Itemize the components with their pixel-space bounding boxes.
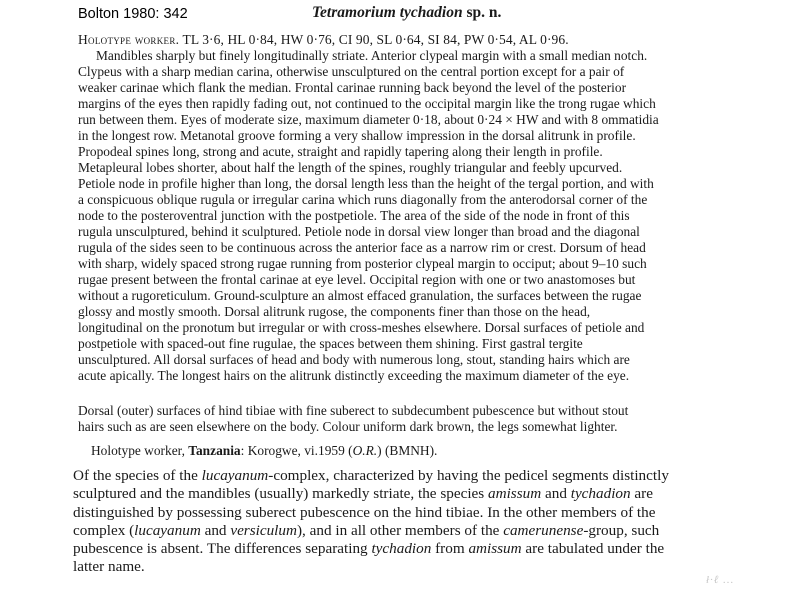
text-line: margins of the eyes then rapidly fading out, not continued to the occipital margin like the trong rugae which: [78, 96, 656, 111]
taxon-name: camerunense: [503, 521, 584, 539]
description-paragraph: [78, 48, 659, 384]
text-line: a conspicuous oblique rugula or irregular carina which runs diagonally from the anterodorsal corner of the: [78, 192, 648, 207]
comparison-line: [73, 540, 669, 558]
text-line: with sharp, widely spaced strong rugae running from posterior clypeal margin to occiput; about 9–10 such: [78, 256, 647, 271]
text-run: are: [630, 485, 653, 503]
text-run: from: [431, 540, 469, 558]
faint-handwritten-mark: ł·ℓ ...: [706, 574, 735, 586]
text-run: -group, such: [583, 521, 660, 539]
taxon-name: lucayanum: [201, 467, 269, 484]
text-run: -complex, characterized by having the pedicel segments distinctly: [268, 467, 669, 484]
text-line: postpetiole with spaced-out fine rugulae, the spaces between them shining. First gastral tergite: [78, 336, 583, 351]
text-line: rugae present between the frontal carinae at eye level. Occipital region with one or two anastomoses but: [78, 272, 636, 287]
text-line: Clypeus with a sharp median carina, otherwise unsculptured on the central portion except for a pair of: [78, 64, 625, 79]
text-line: longitudinal on the pronotum but irregular or with cross-meshes elsewhere. Dorsal surfaces of petiole and: [78, 320, 645, 335]
text-line: without a rugoreticulum. Ground-sculpture an almost effaced granulation, the surfaces between the rugae: [78, 288, 642, 303]
holotype-record: [91, 443, 437, 459]
comparison-paragraph: [73, 467, 669, 577]
holotype-record-prefix: Holotype worker,: [91, 443, 185, 458]
text-line: hairs such as are seen elsewhere on the body. Colour uniform dark brown, the legs somewhat lighter.: [78, 419, 618, 434]
text-line: Dorsal (outer) surfaces of hind tibiae with fine suberect to subdecumbent pubescence but without stout: [78, 403, 629, 418]
collector-initials: O.R.: [352, 443, 378, 458]
comparison-line: [73, 485, 669, 503]
taxon-name: tychadion: [371, 540, 432, 558]
text-run: pubescence is absent. The differences separating: [73, 540, 372, 558]
text-line: weaker carinae which flank the median. Frontal carinae running back beyond the level of the posterior: [78, 80, 627, 95]
country-name: Tanzania: [188, 443, 241, 458]
text-line: Petiole node in profile higher than long, the dorsal length less than the height of the tergal portion, and with: [78, 176, 654, 191]
taxon-name: versiculum: [230, 521, 297, 539]
text-run: sculptured and the mandibles (usually) markedly striate, the species: [73, 485, 489, 503]
taxon-name: amissum: [488, 485, 542, 503]
taxon-name: tychadion: [570, 485, 631, 503]
text-line: unsculptured. All dorsal surfaces of head and body with numerous long, stout, standing hairs which are: [78, 352, 630, 367]
comparison-line: [73, 522, 669, 540]
text-line: in the longest row. Metanotal groove forming a very shallow impression in the dorsal alitrunk in profile.: [78, 128, 636, 143]
text-line: acute apically. The longest hairs on the alitrunk distinctly exceeding the maximum diameter of the eye.: [78, 368, 630, 383]
text-run: are tabulated under the: [521, 540, 665, 558]
text-line: Mandibles sharply but finely longitudinally striate. Anterior clypeal margin with a small median notch.: [96, 48, 648, 63]
text-run: complex (: [73, 521, 135, 539]
pubescence-paragraph: [78, 403, 628, 435]
text-line: rugula unsculptured, behind it sculptured. Petiole node in dorsal view longer than broad and the diagonal: [78, 224, 640, 239]
text-run: and: [200, 521, 231, 539]
text-line: Metapleural lobes shorter, about half the length of the spines, roughly triangular and feebly upcurved.: [78, 160, 623, 175]
text-run: and: [541, 485, 571, 503]
measurements-text: TL 3·6, HL 0·84, HW 0·76, CI 90, SL 0·64, SI 84, PW 0·54, AL 0·96.: [182, 32, 569, 47]
text-line: rugula of the sides seen to be continuous across the anterior face as a narrow rim or crest. Dorsum of head: [78, 240, 646, 255]
taxon-name: amissum: [468, 540, 522, 558]
citation-label: Bolton 1980: 342: [78, 6, 188, 22]
text-line: glossy and mostly smooth. Dorsal alitrunk rugose, the components finer than those on the head,: [78, 304, 591, 319]
text-line: node to the posteroventral junction with the postpetiole. The area of the side of the node in front of this: [78, 208, 630, 223]
taxon-name: lucayanum: [134, 521, 201, 539]
text-run: Of the species of the: [73, 467, 202, 484]
comparison-line: [73, 467, 669, 485]
comparison-line: distinguished by possessing suberect pubescence on the hind tibiae. In the other members of the: [73, 503, 656, 521]
comparison-line: latter name.: [73, 558, 145, 576]
species-title: [312, 4, 501, 22]
text-line: Propodeal spines long, strong and acute, straight and rapidly tapering along their length in profile.: [78, 144, 603, 159]
holotype-label: Holotype worker.: [78, 32, 180, 47]
text-run: ), and in all other members of the: [296, 521, 504, 539]
species-name: Tetramorium tychadion: [312, 4, 463, 21]
text-line: run between them. Eyes of moderate size, maximum diameter 0·18, about 0·24 × HW and with 8 ommatidia: [78, 112, 659, 127]
locality-text: : Korogwe, vi.1959 (: [240, 443, 353, 458]
depository-text: ) (BMNH).: [377, 443, 438, 458]
new-species-status: sp. n.: [466, 4, 502, 21]
holotype-measurements-header: [78, 32, 569, 48]
